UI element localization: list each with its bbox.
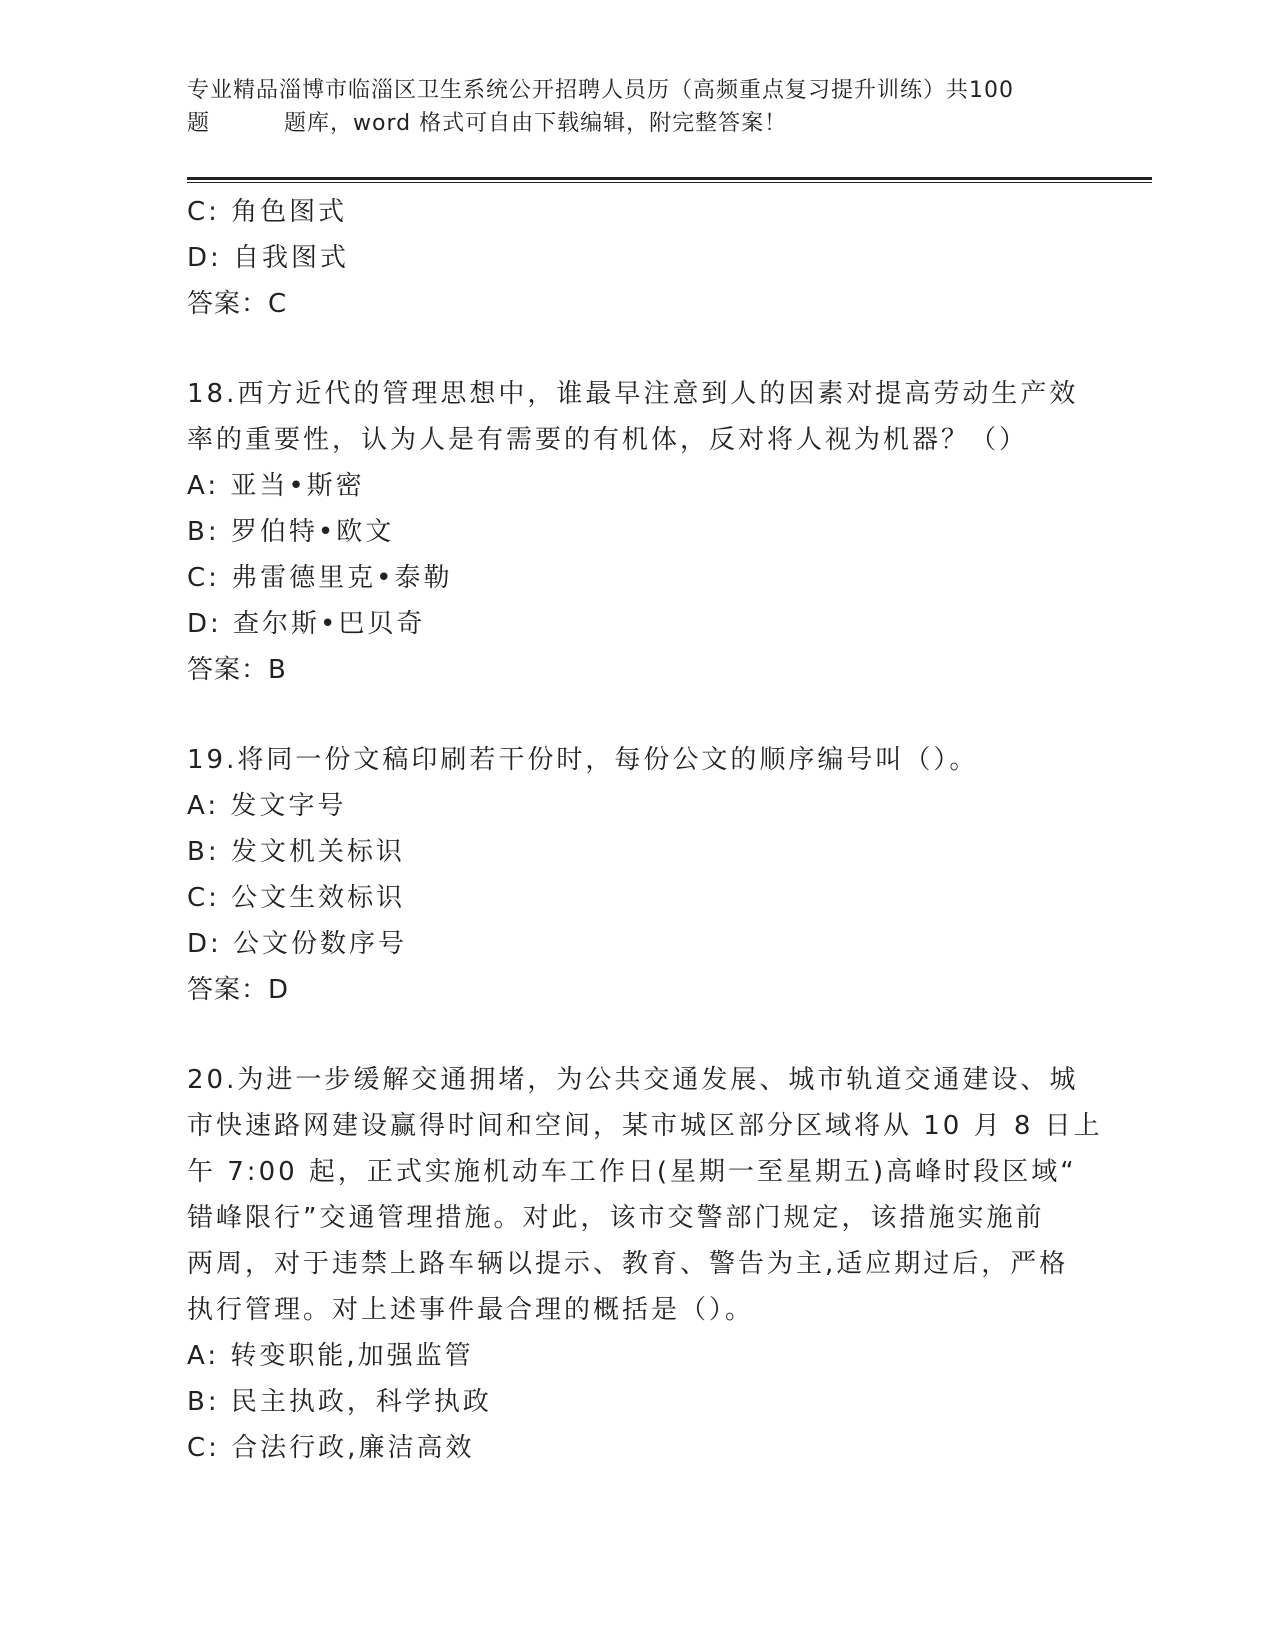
q19-option-a: A: 发文字号 — [187, 791, 347, 821]
q17-answer: 答案：C — [187, 289, 288, 319]
q19-option-d: D: 公文份数序号 — [187, 929, 408, 959]
header-title-line2 — [187, 107, 1087, 140]
q18-option-d: D: 查尔斯•巴贝奇 — [187, 609, 426, 639]
q17-option-c: C: 角色图式 — [187, 197, 348, 227]
q18-option-c: C: 弗雷德里克•泰勒 — [187, 563, 453, 593]
q20-option-a: A: 转变职能,加强监管 — [187, 1341, 474, 1371]
q17-option-d: D: 自我图式 — [187, 243, 350, 273]
spacer — [187, 327, 1067, 371]
header-rule-thin — [187, 182, 1152, 183]
question-body — [187, 189, 1103, 1471]
q18-answer: 答案：B — [187, 655, 287, 685]
q19-stem: 19.将同一份文稿印刷若干份时，每份公文的顺序编号叫（）。 — [187, 745, 979, 775]
header-rule-thick — [187, 177, 1152, 180]
spacer — [187, 1013, 1067, 1057]
q18-option-a: A: 亚当•斯密 — [187, 471, 365, 501]
q20-stem-line1: 20.为进一步缓解交通拥堵，为公共交通发展、城市轨道交通建设、城 — [187, 1065, 1079, 1095]
header-line2-right: 题库，word 格式可自由下载编辑，附完整答案！ — [284, 111, 788, 136]
header-title-line1: 专业精品淄博市临淄区卫生系统公开招聘人员历（高频重点复习提升训练）共100 — [187, 78, 1014, 103]
q19-answer: 答案：D — [187, 975, 290, 1005]
q18-option-b: B: 罗伯特•欧文 — [187, 517, 395, 547]
spacer — [187, 693, 1067, 737]
page-header — [187, 74, 1087, 140]
q20-stem-line6: 执行管理。对上述事件最合理的概括是（）。 — [187, 1295, 755, 1325]
q20-option-b: B: 民主执政，科学执政 — [187, 1387, 492, 1417]
q20-option-c: C: 合法行政,廉洁高效 — [187, 1433, 475, 1463]
q20-stem-line5: 两周，对于违禁上路车辆以提示、教育、警告为主,适应期过后，严格 — [187, 1249, 1069, 1279]
q19-option-b: B: 发文机关标识 — [187, 837, 405, 867]
header-line2-left: 题 — [187, 111, 211, 136]
q20-stem-line4: 错峰限行”交通管理措施。对此，该市交警部门规定，该措施实施前 — [187, 1203, 1045, 1233]
q19-option-c: C: 公文生效标识 — [187, 883, 406, 913]
q18-stem-line2: 率的重要性，认为人是有需要的有机体，反对将人视为机器？（） — [187, 425, 1029, 455]
q20-stem-line3: 午 7:00 起，正式实施机动车工作日(星期一至星期五)高峰时段区域“ — [187, 1157, 1077, 1187]
q18-stem-line1: 18.西方近代的管理思想中，谁最早注意到人的因素对提高劳动生产效 — [187, 379, 1079, 409]
q20-stem-line2: 市快速路网建设赢得时间和空间，某市城区部分区域将从 10 月 8 日上 — [187, 1111, 1103, 1141]
